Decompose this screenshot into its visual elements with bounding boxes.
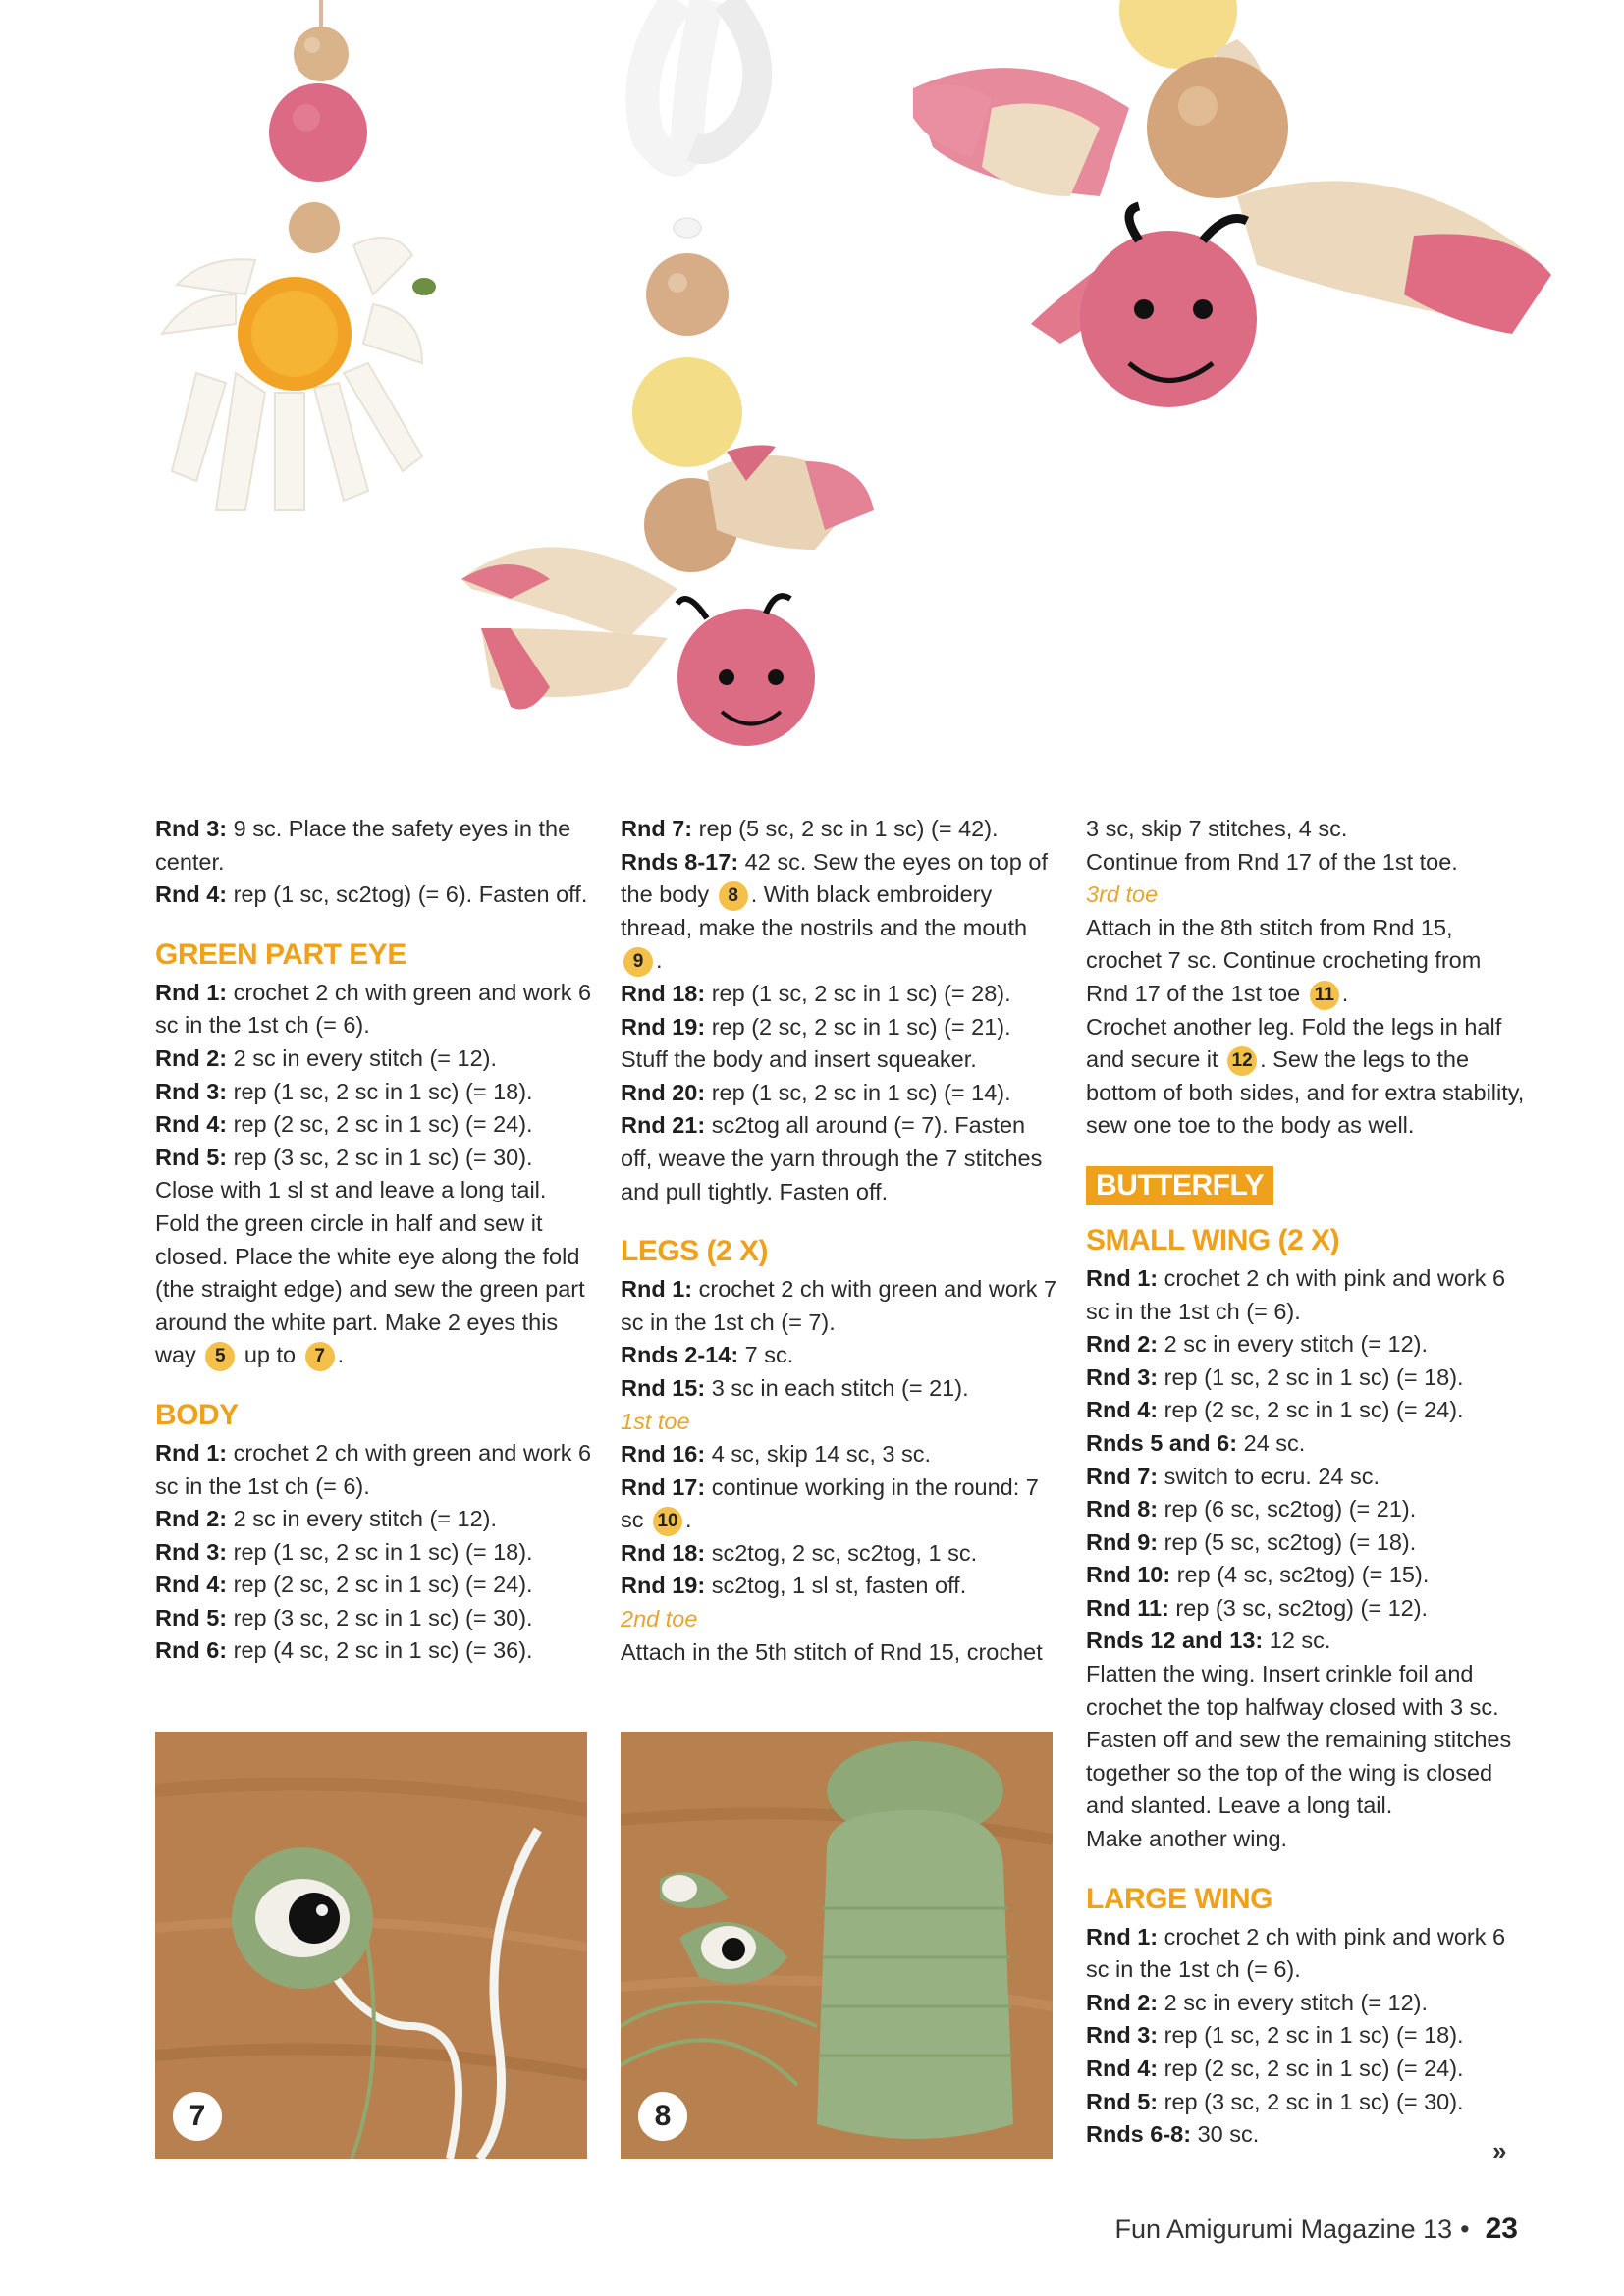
rnd-4: Rnd 4: rep (1 sc, sc2tog) (= 6). Fasten off. bbox=[155, 881, 588, 908]
rnd-9: Rnd 9: rep (5 sc, sc2tog) (= 18). bbox=[1086, 1528, 1417, 1555]
column-2 bbox=[621, 813, 1062, 1669]
rnd-1: Rnd 1: crochet 2 ch with green and work 7 sc in the 1st ch (= 7). bbox=[621, 1276, 1057, 1335]
body-heading: BODY bbox=[155, 1398, 239, 1431]
rnd-5: Rnd 5: rep (3 sc, 2 sc in 1 sc) (= 30). bbox=[1086, 2088, 1464, 2114]
rnd-15: Rnd 15: 3 sc in each stitch (= 21). bbox=[621, 1374, 969, 1401]
hero-photo bbox=[0, 0, 1624, 785]
first-toe-label: 1st toe bbox=[621, 1408, 690, 1434]
rnd-18: Rnd 18: rep (1 sc, 2 sc in 1 sc) (= 28). bbox=[621, 980, 1011, 1006]
second-toe-label: 2nd toe bbox=[621, 1606, 698, 1632]
rnd-1: Rnd 1: crochet 2 ch with green and work 6 sc in the 1st ch (= 6). bbox=[155, 979, 592, 1039]
step-badge: 7 bbox=[305, 1342, 335, 1371]
page-number: 23 bbox=[1485, 2213, 1518, 2245]
step-badge: 12 bbox=[1227, 1046, 1257, 1076]
step-photo-7 bbox=[155, 1732, 587, 2159]
photo-number: 8 bbox=[638, 2092, 687, 2141]
rnds-12-13: Rnds 12 and 13: 12 sc. bbox=[1086, 1628, 1331, 1654]
toe-continue: 3 sc, skip 7 stitches, 4 sc. bbox=[1086, 816, 1348, 841]
attach-note: Attach in the 5th stitch of Rnd 15, crochet bbox=[621, 1638, 1043, 1665]
rnds-2-14: Rnds 2-14: 7 sc. bbox=[621, 1342, 794, 1368]
rnd-3: Rnd 3: rep (1 sc, 2 sc in 1 sc) (= 18). bbox=[1086, 1363, 1464, 1390]
rnd-16: Rnd 16: 4 sc, skip 14 sc, 3 sc. bbox=[621, 1441, 932, 1468]
rnd-2: Rnd 2: 2 sc in every stitch (= 12). bbox=[1086, 1331, 1429, 1358]
rnd-19: Rnd 19: sc2tog, 1 sl st, fasten off. bbox=[621, 1573, 967, 1599]
legs-heading: LEGS (2 X) bbox=[621, 1235, 769, 1268]
rnd-3: Rnd 3: 9 sc. Place the safety eyes in the center. bbox=[155, 816, 571, 875]
rnd-17: Rnd 17: continue working in the round: 7 sc 10 . bbox=[621, 1471, 1062, 1537]
rnd-5: Rnd 5: rep (3 sc, 2 sc in 1 sc) (= 30). bbox=[155, 1144, 533, 1170]
rnd-5: Rnd 5: rep (3 sc, 2 sc in 1 sc) (= 30). bbox=[155, 1604, 533, 1630]
another-wing-note: Make another wing. bbox=[1086, 1826, 1288, 1852]
rnd-19: Rnd 19: rep (2 sc, 2 sc in 1 sc) (= 21). bbox=[621, 1013, 1011, 1040]
step-photo-8 bbox=[621, 1732, 1053, 2159]
stuff-note: Stuff the body and insert squeaker. bbox=[621, 1046, 977, 1073]
page-footer bbox=[1115, 2213, 1519, 2246]
rnd-4: Rnd 4: rep (2 sc, 2 sc in 1 sc) (= 24). bbox=[1086, 1397, 1464, 1423]
magazine-title: Fun Amigurumi Magazine 13 bbox=[1114, 2215, 1453, 2244]
footer-bullet: • bbox=[1460, 2215, 1470, 2244]
rnd-2: Rnd 2: 2 sc in every stitch (= 12). bbox=[155, 1044, 498, 1071]
rnd-1: Rnd 1: crochet 2 ch with pink and work 6 sc in the 1st ch (= 6). bbox=[1086, 1264, 1506, 1324]
ladybug-wings-photo bbox=[913, 0, 1551, 407]
butterfly-banner: BUTTERFLY bbox=[1086, 1166, 1273, 1205]
green-eye-instructions: Close with 1 sl st and leave a long tail. Fold the green circle in half and sew it closed. Place the white eye along the fold (the straight edge) and sew the green part around the white part. Make 2 eyes this way 5 up to 7 . bbox=[155, 1174, 597, 1372]
rnd-8: Rnd 8: rep (6 sc, sc2tog) (= 21). bbox=[1086, 1496, 1417, 1522]
body-photo bbox=[621, 1732, 1053, 2159]
rnds-6-8: Rnds 6-8: 30 sc. bbox=[1086, 2121, 1260, 2148]
continue-marker: » bbox=[1492, 2136, 1507, 2165]
another-leg-instructions: Crochet another leg. Fold the legs in half and secure it 12 . Sew the legs to the bottom of both sides, and for extra stability, sew one toe to the body as well. bbox=[1086, 1013, 1525, 1139]
large-wing-heading: LARGE WING bbox=[1086, 1882, 1272, 1915]
rnd-1: Rnd 1: crochet 2 ch with pink and work 6 sc in the 1st ch (= 6). bbox=[1086, 1923, 1506, 1983]
rnds-8-17: Rnds 8-17: 42 sc. Sew the eyes on top of the body 8 . With black embroidery thread, make the nostrils and the mouth 9 . bbox=[621, 846, 1062, 978]
rnd-18: Rnd 18: sc2tog, 2 sc, sc2tog, 1 sc. bbox=[621, 1539, 978, 1566]
step-badge: 11 bbox=[1310, 981, 1339, 1010]
toe-continue: Continue from Rnd 17 of the 1st toe. bbox=[1086, 848, 1458, 875]
third-toe-instructions: Attach in the 8th stitch from Rnd 15, crochet 7 sc. Continue crocheting from Rnd 17 of the 1st toe 11 . bbox=[1086, 912, 1528, 1011]
rnd-4: Rnd 4: rep (2 sc, 2 sc in 1 sc) (= 24). bbox=[1086, 2056, 1464, 2081]
step-badge: 10 bbox=[653, 1507, 682, 1536]
flatten-instructions: Flatten the wing. Insert crinkle foil and crochet the top halfway closed with 3 sc. Fasten off and sew the remaining stitches together so the top of the wing is closed and slanted. Leave a long tail. bbox=[1086, 1661, 1512, 1819]
step-badge: 8 bbox=[719, 881, 748, 911]
column-1 bbox=[155, 813, 597, 1668]
rnd-7: Rnd 7: switch to ecru. 24 sc. bbox=[1086, 1463, 1380, 1489]
rnd-20: Rnd 20: rep (1 sc, 2 sc in 1 sc) (= 14). bbox=[621, 1079, 1011, 1105]
step-badge: 5 bbox=[205, 1342, 235, 1371]
rnd-4: Rnd 4: rep (2 sc, 2 sc in 1 sc) (= 24). bbox=[155, 1111, 533, 1138]
eye-photo bbox=[155, 1732, 587, 2159]
rnd-2: Rnd 2: 2 sc in every stitch (= 12). bbox=[155, 1506, 498, 1532]
green-part-eye-heading: GREEN PART EYE bbox=[155, 937, 406, 971]
rnd-2: Rnd 2: 2 sc in every stitch (= 12). bbox=[1086, 1989, 1429, 2015]
photo-number: 7 bbox=[173, 2092, 222, 2141]
rnd-4: Rnd 4: rep (2 sc, 2 sc in 1 sc) (= 24). bbox=[155, 1572, 533, 1598]
butterfly-rattle-photo bbox=[461, 0, 874, 746]
daisy-rattle-photo bbox=[162, 0, 436, 510]
rnd-3: Rnd 3: rep (1 sc, 2 sc in 1 sc) (= 18). bbox=[1086, 2022, 1464, 2049]
step-badge: 9 bbox=[623, 947, 653, 977]
rnds-5-6: Rnds 5 and 6: 24 sc. bbox=[1086, 1429, 1306, 1456]
rnd-3: Rnd 3: rep (1 sc, 2 sc in 1 sc) (= 18). bbox=[155, 1538, 533, 1565]
rnd-1: Rnd 1: crochet 2 ch with green and work 6 sc in the 1st ch (= 6). bbox=[155, 1439, 592, 1499]
column-3 bbox=[1086, 813, 1528, 2152]
rnd-11: Rnd 11: rep (3 sc, sc2tog) (= 12). bbox=[1086, 1594, 1429, 1621]
third-toe-label: 3rd toe bbox=[1086, 881, 1159, 908]
rnd-3: Rnd 3: rep (1 sc, 2 sc in 1 sc) (= 18). bbox=[155, 1078, 533, 1104]
small-wing-heading: SMALL WING (2 X) bbox=[1086, 1223, 1340, 1256]
rnd-21: Rnd 21: sc2tog all around (= 7). Fasten off, weave the yarn through the 7 stitches and pull tightly. Fasten off. bbox=[621, 1112, 1043, 1204]
rnd-10: Rnd 10: rep (4 sc, sc2tog) (= 15). bbox=[1086, 1562, 1430, 1588]
rnd-7: Rnd 7: rep (5 sc, 2 sc in 1 sc) (= 42). bbox=[621, 816, 999, 841]
rnd-6: Rnd 6: rep (4 sc, 2 sc in 1 sc) (= 36). bbox=[155, 1637, 533, 1664]
